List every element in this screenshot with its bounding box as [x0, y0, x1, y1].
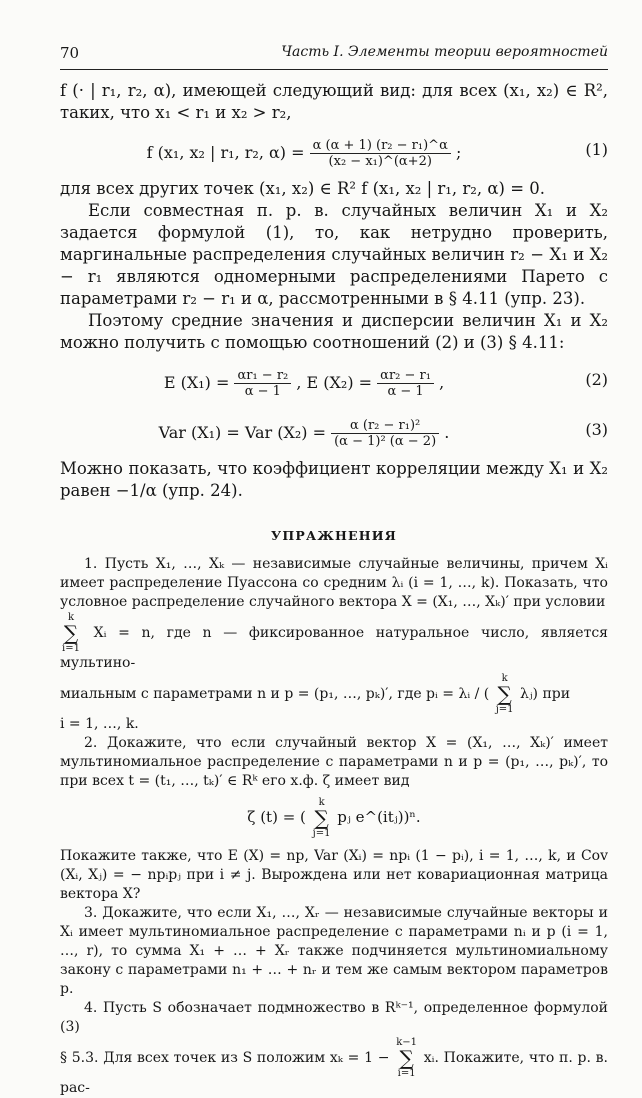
sum-symbol: k ∑ j=1 [312, 797, 331, 839]
exercise-1-sum-line [60, 612, 608, 673]
sum-upper: k [318, 797, 325, 808]
eq2-number: (2) [585, 370, 608, 389]
sum-lower: i=1 [397, 1068, 416, 1079]
eq1-number: (1) [585, 140, 608, 159]
exercise-1-text-d: λⱼ) при [519, 686, 571, 702]
ex2-eq-lhs: ζ (t) = ( [247, 808, 306, 826]
page-number: 70 [60, 44, 80, 62]
exercise-3-text: 3. Докажите, что если X₁, …, Xᵣ — независимые случайные векторы и Xᵢ имеет мультиномиальное распределение с параметрами nᵢ и p (i = 1, …, r), то сумма X₁ + … + Xᵣ также подчиняется мультиномиальному закону с параметрами n₁ + … + nᵣ и тем же самым вектором параметров p. [60, 905, 608, 997]
running-title: Часть I. Элементы теории вероятностей [281, 44, 608, 60]
eq1-lhs: f (x₁, x₂ | r₁, r₂, α) = [146, 143, 305, 162]
eq2-lhs-a: E (X₁) = [163, 373, 230, 392]
eq2-fraction-b [377, 368, 434, 399]
eq1-tail: ; [455, 143, 462, 162]
eq3-number: (3) [585, 420, 608, 439]
exercise-2-text-b: Покажите также, что E (X) = np, Var (Xᵢ) = npᵢ (1 − pᵢ), i = 1, …, k, и Cov (Xᵢ, Xⱼ) = − npᵢpⱼ при i ≠ j. Вырождена или нет ковариационная матрица вектора X? [60, 848, 608, 902]
ex2-eq-rhs: pⱼ e^(itⱼ))ⁿ. [337, 808, 421, 826]
eq2-lhs-b: , E (X₂) = [296, 373, 373, 392]
eq1-numerator: α (α + 1) (r₂ − r₁)^α [310, 138, 451, 154]
equation-3 [60, 408, 608, 454]
sum-symbol: k ∑ i=1 [62, 612, 80, 654]
sum-upper: k [67, 612, 74, 623]
paragraph-moments: Поэтому средние значения и дисперсии величин X₁ и X₂ можно получить с помощью соотношений (2) и (3) § 4.11: [60, 311, 608, 352]
exercise-1-text-c: миальным с параметрами n и p = (p₁, …, pₖ)′, где pᵢ = λᵢ / ( [60, 686, 490, 702]
sum-lower: j=1 [495, 704, 514, 715]
equation-2 [60, 358, 608, 404]
eq2-a-numerator: αr₁ − r₂ [234, 368, 291, 384]
eq2-tail: , [439, 373, 445, 392]
exercise-1-text: 1. Пусть X₁, …, Xₖ — независимые случайные величины, причем Xᵢ имеет распределение Пуассона со средним λᵢ (i = 1, …, k). Показать, что условное распределение случайного вектора X = (X₁, …, Xₖ)′ при условии [60, 556, 608, 610]
exercise-4-text: 4. Пусть S обозначает подмножество в Rᵏ⁻¹, определенное формулой (3) [60, 1000, 608, 1035]
eq3-denominator: (α − 1)² (α − 2) [334, 434, 437, 449]
exercise-4-sum-line [60, 1037, 608, 1098]
exercise-1-multinomial-line [60, 673, 608, 715]
sum-lower: i=1 [62, 643, 80, 654]
paragraph-intro: f (· | r₁, r₂, α), имеющей следующий вид: для всех (x₁, x₂) ∈ R², таких, что x₁ < r₁ и x₂ > r₂, [60, 81, 608, 122]
eq1-denominator: (x₂ − x₁)^(α+2) [328, 154, 432, 169]
paragraph-other-points: для всех других точек (x₁, x₂) ∈ R² f (x₁, x₂ | r₁, r₂, α) = 0. [60, 179, 546, 198]
eq2-a-denominator: α − 1 [244, 384, 281, 399]
equation-1 [60, 128, 608, 174]
sum-symbol: k−1 ∑ i=1 [396, 1037, 418, 1079]
page-header [60, 44, 608, 64]
exercise-2-equation [60, 797, 608, 839]
exercise-2-text: 2. Докажите, что если случайный вектор X = (X₁, …, Xₖ)′ имеет мультиномиальное распределение с параметрами n и p = (p₁, …, pₖ)′, то при всех t = (t₁, …, tₖ)′ ∈ Rᵏ его х.ф. ζ имеет вид [60, 735, 608, 789]
exercise-1-text-e: i = 1, …, k. [60, 716, 139, 732]
eq3-tail: . [444, 423, 450, 442]
eq2-fraction-a [234, 368, 291, 399]
eq3-fraction [331, 418, 439, 449]
sum-symbol: k ∑ j=1 [495, 673, 514, 715]
exercises-heading: УПРАЖНЕНИЯ [271, 528, 397, 543]
sum-lower: j=1 [312, 828, 331, 839]
eq1-fraction [310, 138, 451, 169]
header-rule [60, 69, 608, 70]
paragraph-correlation: Можно показать, что коэффициент корреляции между X₁ и X₂ равен −1/α (упр. 24). [60, 459, 608, 500]
exercise-4-text-b: § 5.3. Для всех точек из S положим xₖ = 1 − [60, 1050, 390, 1066]
eq3-numerator: α (r₂ − r₁)² [331, 418, 439, 434]
eq2-b-denominator: α − 1 [387, 384, 424, 399]
sum-upper: k−1 [396, 1037, 418, 1048]
eq2-b-numerator: αr₂ − r₁ [377, 368, 434, 384]
page-body [60, 80, 608, 1098]
sum-upper: k [501, 673, 508, 684]
eq3-lhs: Var (X₁) = Var (X₂) = [158, 423, 327, 442]
paragraph-marginals: Если совместная п. р. в. случайных величин X₁ и X₂ задается формулой (1), то, как нетрудно проверить, маргинальные распределения случайных величин r₂ − X₁ и X₂ − r₁ являются одномерными распределениями Парето с параметрами r₂ − r₁ и α, рассмотренными в § 4.11 (упр. 23). [60, 201, 608, 308]
exercise-1-text-b: Xᵢ = n, где n — фиксированное натуральное число, является мультино- [60, 625, 609, 671]
exercise-4-text-c: xᵢ. Покажите, что п. р. в. рас- [60, 1050, 609, 1096]
